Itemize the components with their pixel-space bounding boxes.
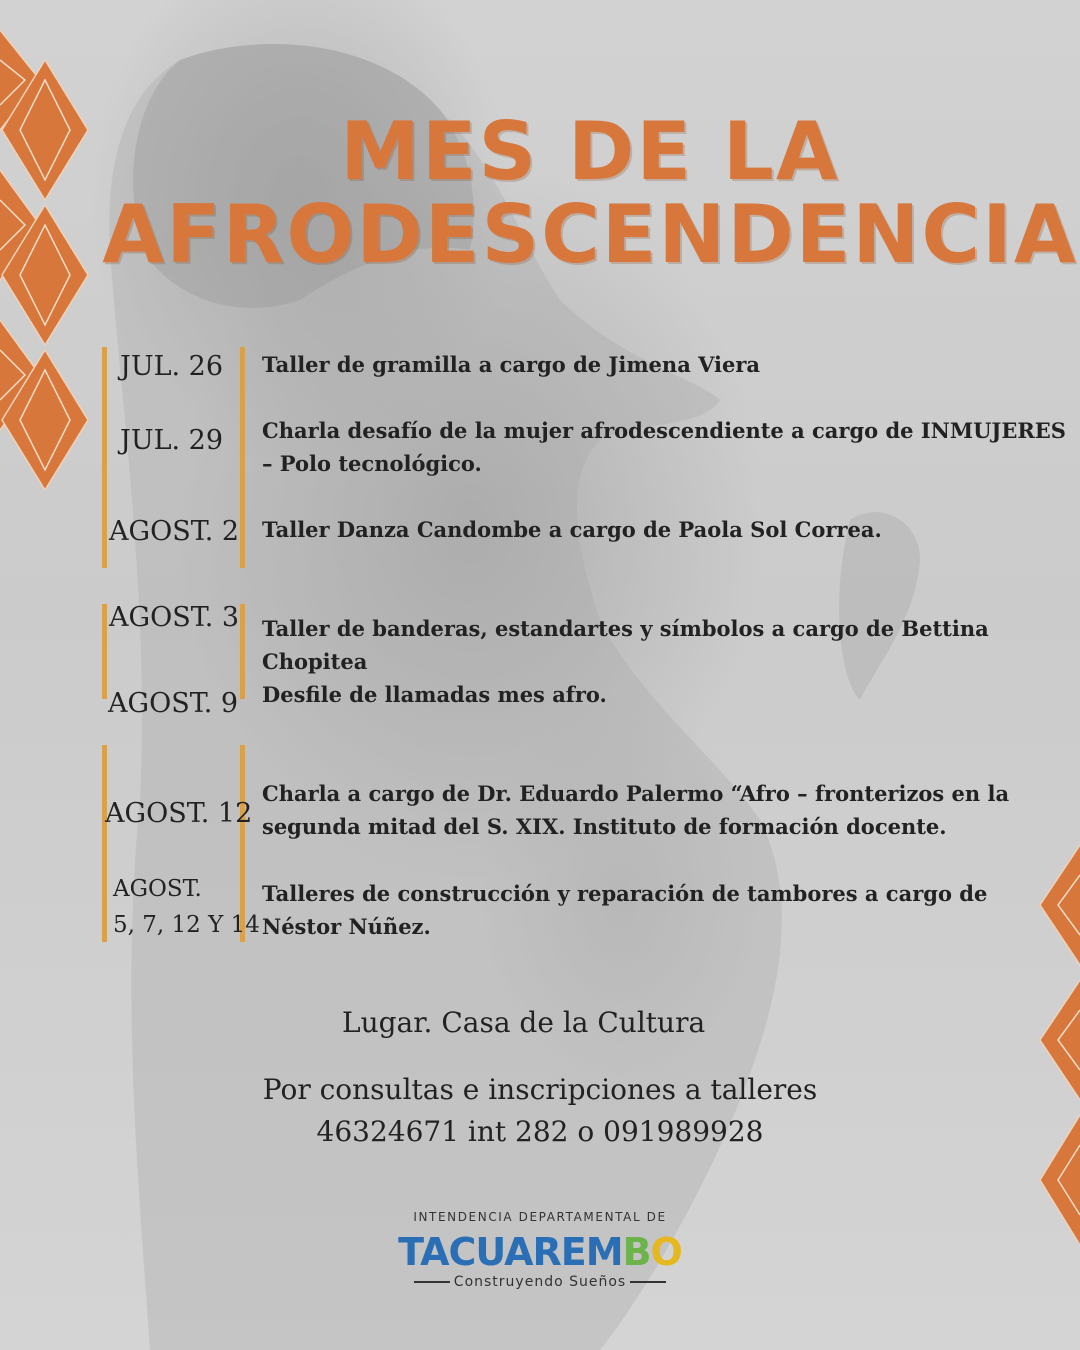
event-description: Taller Danza Candombe a cargo de Paola Sol Correa. [262,517,882,542]
event-place: Lugar. Casa de la Cultura [342,1006,706,1039]
event-description: Desfile de llamadas mes afro. [262,682,607,707]
event-date: JUL. 26 [120,351,224,382]
timeline-bar-left-3 [102,745,107,942]
event-description: Charla desafío de la mujer afrodescendiente a cargo de INMUJERES – Polo tecnológico. [262,418,1066,476]
event-date-line-1: AGOST. [113,876,202,902]
logo-tagline [395,1274,685,1290]
event-date: AGOST. 9 [108,688,239,719]
title-line-2: AFRODESCENDENCIA [102,188,1078,281]
logo-name-part-3: O [650,1230,682,1274]
event-date: AGOST. 2 [109,516,240,547]
logo-name-part-1: TACUAREM [398,1230,623,1274]
logo-name-part-2: B [622,1230,651,1274]
logo-name [395,1230,685,1274]
event-date: JUL. 29 [120,425,224,456]
event-description: Taller de gramilla a cargo de Jimena Viera [262,352,761,377]
contact-line-1: Por consultas e inscripciones a talleres [262,1073,818,1106]
event-description: Charla a cargo de Dr. Eduardo Palermo “Afro – fronterizos en la segunda mitad del S. XIX. Instituto de formación docente. [262,781,1010,839]
timeline-bar-left-1 [102,347,107,568]
logo-top-text: INTENDENCIA DEPARTAMENTAL DE [413,1210,667,1224]
event-description: Talleres de construcción y reparación de tambores a cargo de Néstor Núñez. [262,881,988,939]
timeline-bar-right-1 [240,347,245,568]
timeline-bar-left-2 [102,604,107,699]
title-line-1: MES DE LA [340,105,840,198]
tacuarembo-logo [395,1210,685,1295]
event-date-line-2: 5, 7, 12 Y 14 [113,912,260,938]
logo-tagline-text: Construyendo Sueños [453,1274,627,1290]
event-date: AGOST. 3 [109,602,240,633]
contact-line-2: 46324671 int 282 o 091989928 [316,1115,764,1148]
event-date: AGOST. 12 [105,798,253,829]
timeline-bar-right-2 [240,604,245,699]
event-description: Taller de banderas, estandartes y símbolos a cargo de Bettina Chopitea [262,616,989,674]
